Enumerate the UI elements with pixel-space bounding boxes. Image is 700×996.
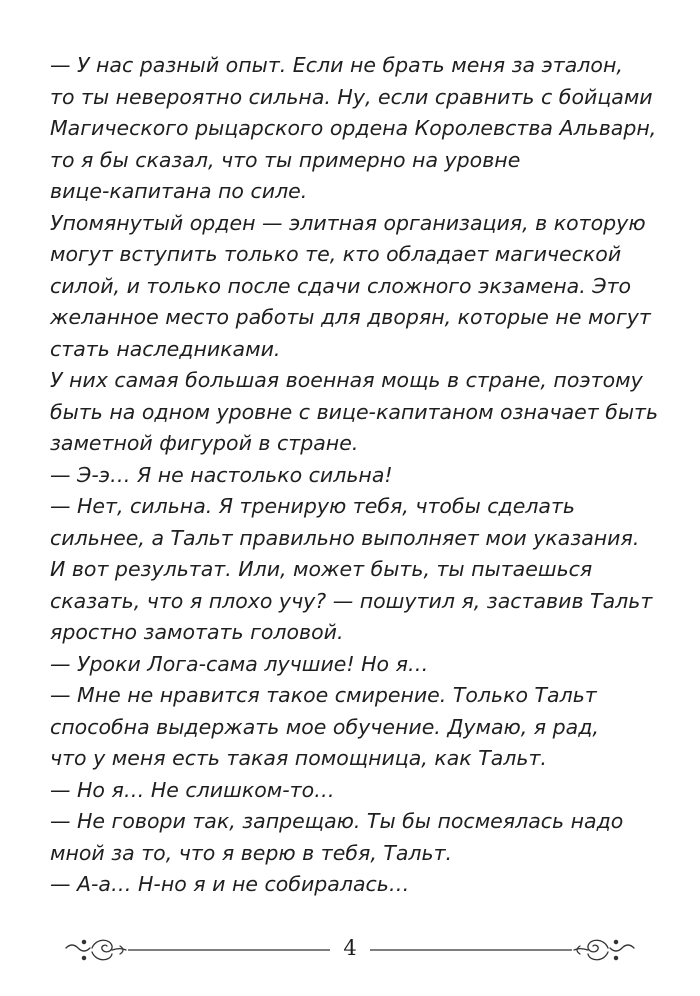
text-line: силой, и только после сдачи сложного экзамена. Это bbox=[50, 273, 632, 298]
text-line: желанное место работы для дворян, которые не могут bbox=[50, 305, 651, 329]
text-line: сильнее, а Тальт правильно выполняет мои указания. bbox=[50, 525, 640, 550]
text-line: — Нет, сильна. Я тренирую тебя, чтобы сделать bbox=[50, 494, 576, 518]
text-line: У них самая большая военная мощь в стране, поэтому bbox=[50, 368, 643, 392]
text-line: И вот результат. Или, может быть, ты пытаешься bbox=[50, 557, 593, 581]
text-line: сказать, что я плохо учу? — пошутил я, заставив Тальт bbox=[50, 588, 653, 613]
page-footer bbox=[62, 932, 638, 972]
text-line: что у меня есть такая помощница, как Тальт. bbox=[50, 746, 547, 770]
text-line: — Но я… Не слишком-то… bbox=[50, 777, 335, 802]
text-line: — Уроки Лога-сама лучшие! Но я… bbox=[50, 651, 429, 676]
text-line: — Мне не нравится такое смирение. Только Тальт bbox=[50, 683, 597, 707]
text-line: — У нас разный опыт. Если не брать меня за эталон, bbox=[50, 53, 623, 77]
text-line: быть на одном уровне с вице-капитаном означает быть bbox=[50, 399, 659, 424]
text-line: заметной фигурой в стране. bbox=[50, 431, 359, 455]
text-line: мной за то, что я верю в тебя, Тальт. bbox=[50, 840, 453, 865]
text-line: Упомянутый орден — элитная организация, в которую bbox=[50, 210, 646, 235]
text-line: Магического рыцарского ордена Королевства Альварн, bbox=[50, 116, 657, 140]
text-line: яростно замотать головой. bbox=[50, 620, 344, 644]
text-line: стать наследниками. bbox=[50, 336, 281, 361]
text-line: могут вступить только те, кто обладает магической bbox=[50, 242, 622, 266]
text-line: вице-капитана по силе. bbox=[50, 179, 308, 203]
text-line: способна выдержать мое обучение. Думаю, я рад, bbox=[50, 714, 599, 739]
page-number: 4 bbox=[330, 936, 370, 960]
text-line: — А-а… Н-но я и не собиралась… bbox=[50, 872, 410, 896]
text-line: то ты невероятно сильна. Ну, если сравнить с бойцами bbox=[50, 84, 653, 109]
body-text bbox=[50, 50, 660, 901]
text-line: то я бы сказал, что ты примерно на уровне bbox=[50, 147, 521, 172]
text-line: — Э-э… Я не настолько сильна! bbox=[50, 462, 393, 487]
text-line: — Не говори так, запрещаю. Ты бы посмеялась надо bbox=[50, 809, 624, 833]
